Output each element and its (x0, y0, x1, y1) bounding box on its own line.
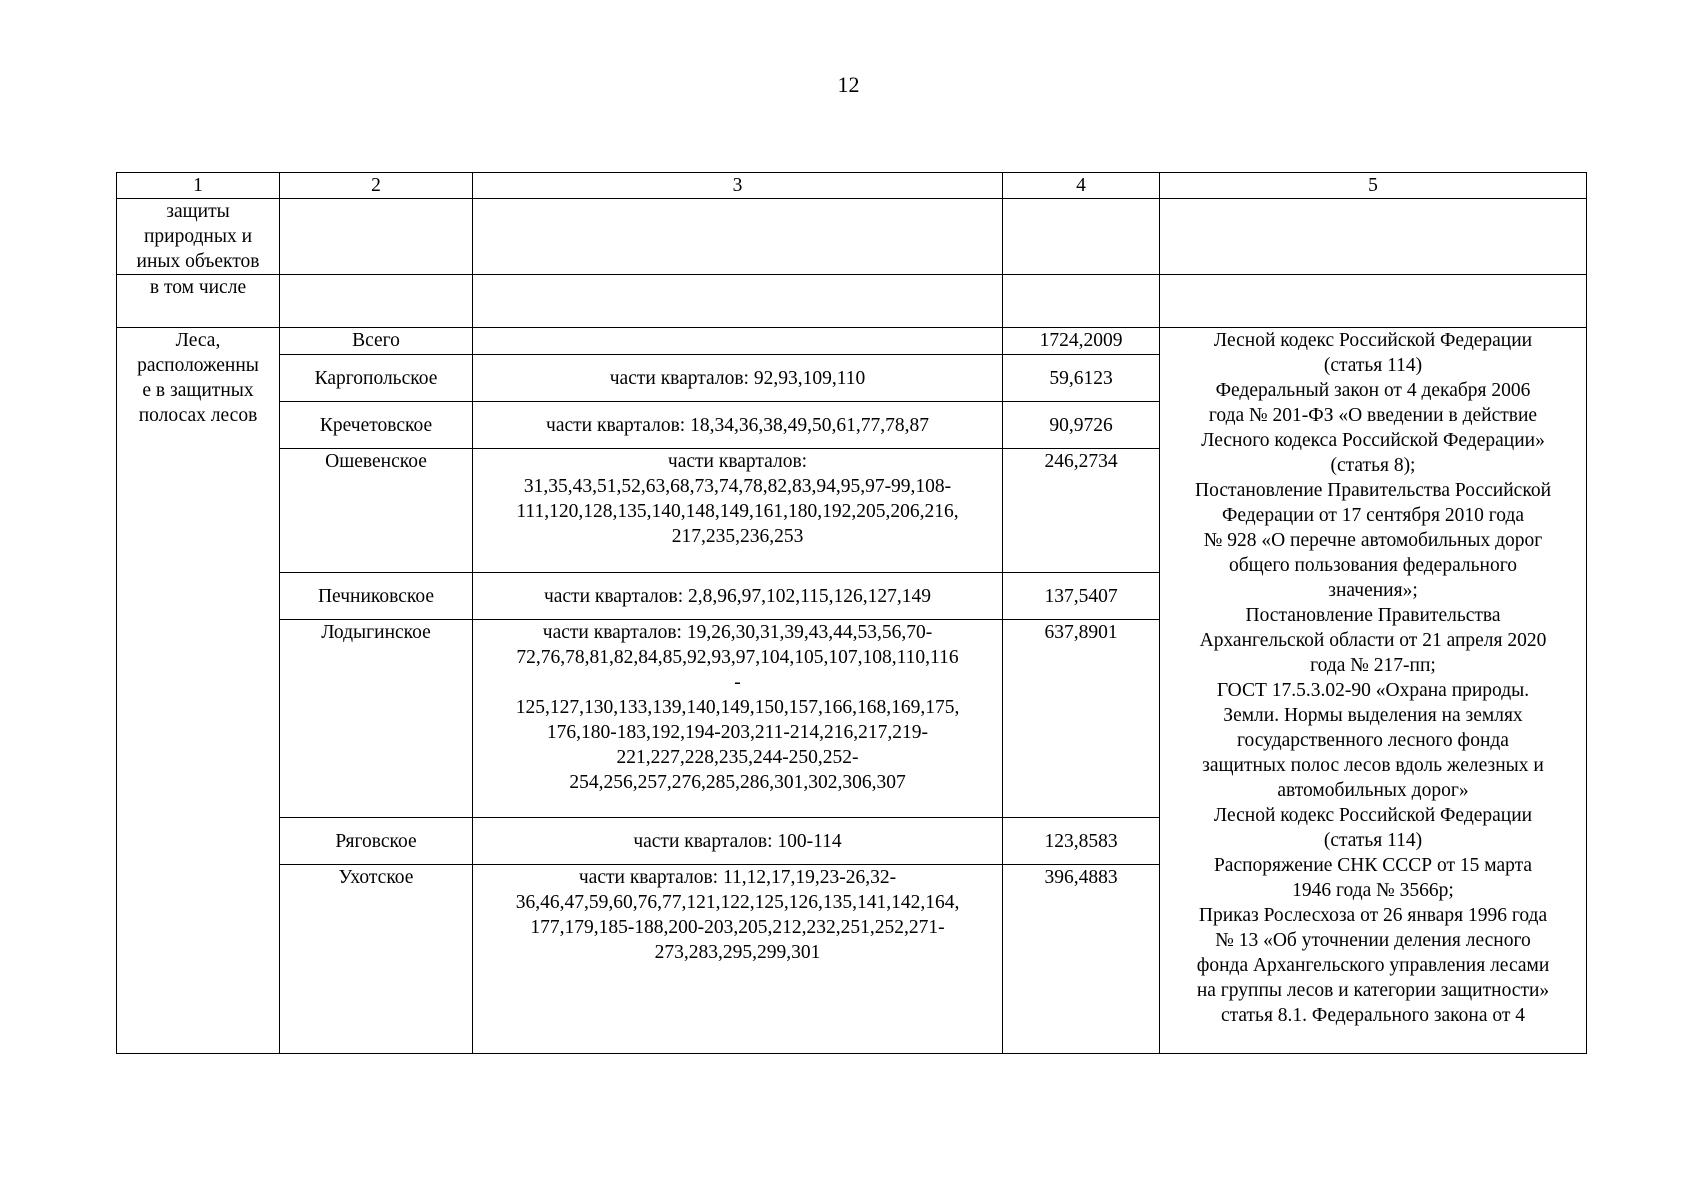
basis-line: года № 217-пп; (1310, 655, 1436, 676)
quarters-line: 31,35,43,51,52,63,68,73,74,78,82,83,94,95,97-99,108- (523, 476, 952, 497)
basis-line: № 928 «О перечне автомобильных дорог (1203, 530, 1543, 551)
including-cell: в том числе (117, 275, 280, 328)
forestry-quarters (473, 355, 1003, 402)
forestry-name: Печниковское (280, 573, 473, 620)
quarters-line: 221,227,228,235,244-250,252- (616, 747, 859, 768)
forestry-name: Ряговское (280, 818, 473, 865)
basis-line: Архангельской области от 21 апреля 2020 (1199, 630, 1547, 651)
basis-line: значения»; (1328, 580, 1418, 601)
protection-category-cell (117, 199, 280, 275)
quarters-line: 176,180-183,192,194-203,211-214,216,217,219- (546, 722, 929, 743)
basis-line: Федеральный закон от 4 декабря 2006 (1215, 380, 1531, 401)
forestry-area: 59,6123 (1003, 355, 1160, 402)
category-line: расположенны (137, 355, 259, 376)
basis-line: фонда Архангельского управления лесами (1196, 955, 1550, 976)
empty-cell (1003, 199, 1160, 275)
quarters-line: 273,283,295,299,301 (654, 942, 821, 963)
empty-cell (280, 199, 473, 275)
quarters-line: - (734, 672, 741, 693)
category-line: защиты (166, 201, 230, 222)
forestry-area: 246,2734 (1003, 449, 1160, 573)
page-number: 12 (837, 72, 860, 97)
quarters-line: 72,76,78,81,82,84,85,92,93,97,104,105,107,108,110,116 (516, 647, 959, 668)
table-row (117, 199, 1587, 275)
category-line: полосах лесов (138, 405, 258, 426)
forestry-quarters (473, 402, 1003, 449)
basis-line: (статья 114) (1323, 355, 1423, 376)
forestry-name: Ухотское (280, 865, 473, 1054)
basis-line: Лесного кодекса Российской Федерации» (1201, 430, 1545, 451)
category-line: Леса, (175, 330, 221, 351)
forestry-area: 137,5407 (1003, 573, 1160, 620)
forestry-quarters (473, 573, 1003, 620)
header-col-2: 2 (280, 173, 473, 199)
forestry-quarters (473, 818, 1003, 865)
quarters-line: части кварталов: 11,12,17,19,23-26,32- (578, 867, 897, 888)
basis-line: Федерации от 17 сентября 2010 года (1221, 505, 1525, 526)
forestry-name: Каргопольское (280, 355, 473, 402)
total-label: Всего (280, 328, 473, 355)
empty-cell (280, 275, 473, 328)
forest-protection-table (116, 172, 1587, 1054)
quarters-line: 125,127,130,133,139,140,149,150,157,166,168,169,175, (515, 697, 960, 718)
basis-line: статья 8.1. Федерального закона от 4 (1220, 1005, 1526, 1026)
forestry-area: 637,8901 (1003, 620, 1160, 818)
category-line: природных и (143, 226, 253, 247)
basis-line: № 13 «Об уточнении деления лесного (1215, 930, 1531, 951)
forestry-area: 90,9726 (1003, 402, 1160, 449)
table-row-total (117, 328, 1587, 355)
basis-line: Распоряжение СНК СССР от 15 марта (1213, 855, 1533, 876)
basis-line: на группы лесов и категории защитности» (1196, 980, 1550, 1001)
quarters-line: части кварталов: (667, 451, 808, 472)
basis-line: автомобильных дорог» (1277, 780, 1469, 801)
basis-line: государственного лесного фонда (1237, 730, 1509, 751)
header-col-4: 4 (1003, 173, 1160, 199)
forestry-quarters (473, 620, 1003, 818)
quarters-line: части кварталов: 19,26,30,31,39,43,44,53,56,70- (542, 622, 933, 643)
basis-line: (статья 8); (1330, 455, 1416, 476)
forestry-area: 123,8583 (1003, 818, 1160, 865)
quarters-line: 111,120,128,135,140,148,149,161,180,192,205,206,216, (516, 501, 959, 522)
header-col-3: 3 (473, 173, 1003, 199)
category-line: е в защитных (142, 380, 254, 401)
quarters-line: части кварталов: 100-114 (633, 830, 842, 852)
basis-line: Постановление Правительства Российской (1195, 480, 1551, 501)
table-header-row (117, 173, 1587, 199)
forestry-name: Ошевенское (280, 449, 473, 573)
header-col-1: 1 (117, 173, 280, 199)
quarters-line: 36,46,47,59,60,76,77,121,122,125,126,135,141,142,164, (515, 892, 960, 913)
table-row (117, 275, 1587, 328)
basis-line: Лесной кодекс Российской Федерации (1213, 330, 1533, 351)
quarters-line: 177,179,185-188,200-203,205,212,232,251,252,271- (530, 917, 945, 938)
forestry-name: Лодыгинское (280, 620, 473, 818)
basis-line: общего пользования федерального (1229, 555, 1517, 576)
quarters-line: 254,256,257,276,285,286,301,302,306,307 (569, 772, 906, 793)
basis-line: Постановление Правительства (1245, 605, 1501, 626)
basis-line: года № 201-ФЗ «О введении в действие (1208, 405, 1538, 426)
empty-cell (1003, 275, 1160, 328)
total-area: 1724,2009 (1003, 328, 1160, 355)
quarters-line: 217,235,236,253 (671, 526, 804, 547)
basis-line: Приказ Рослесхоза от 26 января 1996 года (1198, 905, 1548, 926)
basis-line: защитных полос лесов вдоль железных и (1202, 755, 1544, 776)
empty-cell (473, 199, 1003, 275)
basis-line: 1946 года № 3566р; (1292, 880, 1454, 901)
header-col-5: 5 (1160, 173, 1587, 199)
basis-line: (статья 114) (1323, 830, 1423, 851)
empty-cell (1160, 275, 1587, 328)
forestry-quarters (473, 449, 1003, 573)
quarters-line: части кварталов: 92,93,109,110 (609, 367, 866, 389)
forestry-name: Кречетовское (280, 402, 473, 449)
forestry-area: 396,4883 (1003, 865, 1160, 1054)
forest-category-cell (117, 328, 280, 1054)
empty-cell (473, 328, 1003, 355)
empty-cell (473, 275, 1003, 328)
basis-line: ГОСТ 17.5.3.02-90 «Охрана природы. (1216, 680, 1530, 701)
basis-line: Земли. Нормы выделения на землях (1223, 705, 1523, 726)
quarters-line: части кварталов: 18,34,36,38,49,50,61,77,78,87 (546, 414, 929, 436)
quarters-line: части кварталов: 2,8,96,97,102,115,126,127,149 (543, 585, 932, 607)
empty-cell (1160, 199, 1587, 275)
basis-line: Лесной кодекс Российской Федерации (1213, 805, 1533, 826)
category-line: иных объектов (136, 251, 260, 272)
legal-basis-cell (1160, 328, 1587, 1054)
forestry-quarters (473, 865, 1003, 1054)
